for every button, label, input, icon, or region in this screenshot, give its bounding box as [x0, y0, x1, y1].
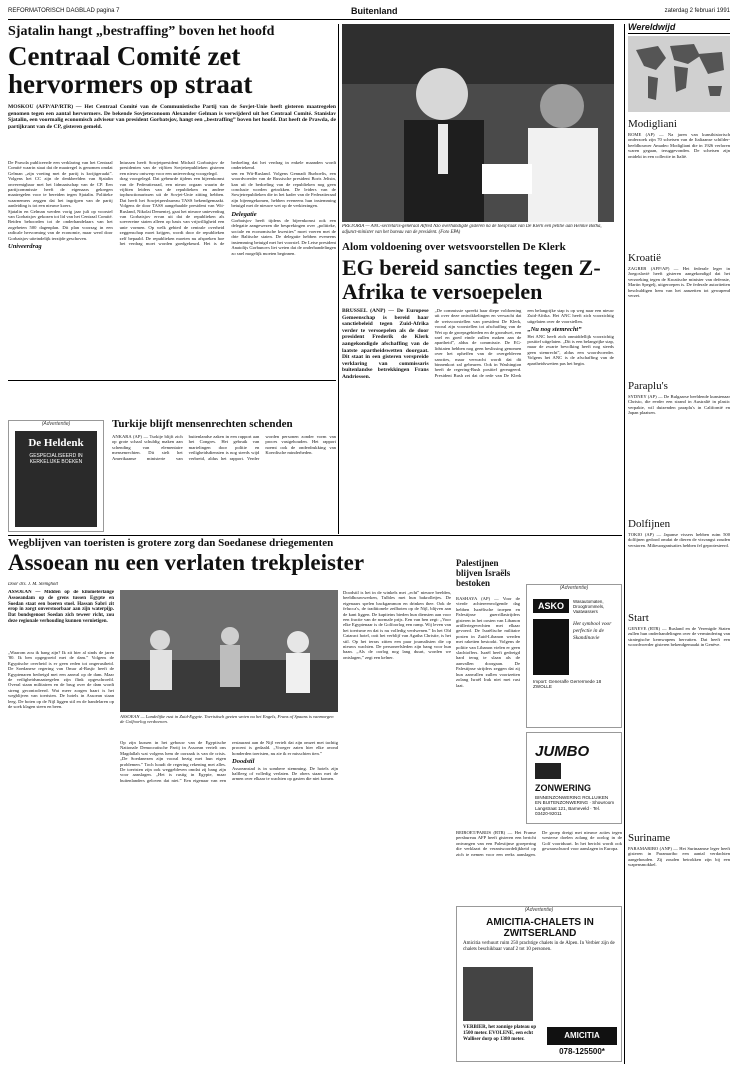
- beiroet-story: BEIROET/PARIJS (RTR) — Het Franse persbureau AFP heeft gisteren een bericht ontvangen van een Palestijnse groepering die verklaart de verantwoordelijkheid op zich te nemen voor een reeks aanslagen. De groep dreigt met nieuwe acties tegen westerse doelen zolang de oorlog in de Golf voortduurt. In het bericht wordt ook gewaarschuwd voor aanslagen in Europa.: [456, 830, 622, 857]
- world-map-icon: [628, 36, 730, 112]
- ad-label: (Advertentie): [559, 585, 589, 591]
- story3-body-2: [120, 740, 338, 1062]
- ww-place-parapluus: Paraplu's: [628, 380, 668, 392]
- jumbo-awning-icon: [535, 763, 561, 779]
- asko-logo: ASKO: [533, 599, 569, 613]
- amicitia-text: Amicitia verhuurt ruim 250 prachtige chalets in de Alpen. In Verbier zijn de chalets beschikbaar vanaf 2 tot 10 personen.: [463, 941, 615, 952]
- divider: [8, 380, 336, 381]
- story3-subhead: Doodstil: [232, 758, 255, 766]
- wereldwijd-title: Wereldwijd: [628, 22, 730, 34]
- masthead: [8, 6, 730, 20]
- ad-label: (Advertentie): [41, 421, 71, 427]
- story2-headline: EG bereid sancties tegen Z-Afrika te versoepelen: [342, 256, 601, 304]
- story1-col2: drag voorgelegd. Dat gebeurde tijdens een bijeenkomst van de Federatieraad, een nieuw orgaan waarin de vijftien leiders van de republieken en andere topfunctionarissen uit de Sovjet-Unie zitting hebben. Dat heeft het Sowjetpersbureau TASS bekendgemaakt. Volgens de door TASS aangehaalde president van Wit-Rusland, Nikolai Dementej, gaat het nieuwe unieverdrag van Gorbatsjov ervan uit dat de republieken als soevereine staten alleen op basis van vrijwilligheid een unie vormen. Op welk gebied de centrale overheid zeggenschap moet krijgen, wordt door de republieken zelf bepaald. De republieken moeten nu afspreken hoe het verdrag moet worden goedgekeurd. Het is de bedoeling dat het verdrag in enkele maanden wordt ondertekend.: [119, 160, 336, 247]
- ww-text-modigliani: ROME (AP) — Na jaren van kunsthistorisch onderzoek zijn 70 schetsen van de Italiaanse schilder-beeldhouwer Amadeo Modigliani die in 1926 verloren waren gegaan, teruggevonden. De schetsen zijn ontdekt in een collectie in Italië.: [628, 132, 730, 159]
- asko-importer: Import: Generalfe Gerrermede 18 ZWOLLE: [533, 679, 602, 689]
- amicitia-title: AMICITIA-CHALETS IN ZWITSERLAND: [486, 917, 594, 939]
- masthead-section: Buitenland: [351, 6, 398, 16]
- ad-jumbo[interactable]: [526, 732, 622, 824]
- palestijnen-headline: Palestijnen blijven Israëls bestoken: [456, 558, 511, 588]
- column-divider: [624, 24, 625, 1064]
- story2-body-2-text: Het ANC heeft zich onmiddellijk voorzichtig positief uitgelaten. „Dit is een belangrijke stap, maar de zwarte bevolking heeft nog steeds geen stemrecht”, aldus een woordvoerder. Volgens het ANC is de afschaffing van de apartheidswetten pas het begin.: [527, 333, 614, 366]
- story3-body-3: Doodstil is het in de winkels met „echt” nieuwe beelden, beeldhouwwerken, Tulbles met hun bakrolletjes. De eigenaars spelen backgammon en drinken thee. Ook de felucca's, de traditionele zeilboten op de Nijl, blijven aan de kant liggen. De kapiteins bieden hun diensten aan voor een fractie van de normale prijs. Een van hen zegt: „Voor elke Egyptenaar is de Golfoorlog een ramp. Wij leven van het toerisme en dat is nu volledig verdwenen.” In het Old Cataract hotel, ooit het verblijf van Agatha Christie, is het stil. Op het terras zitten een paar journalisten die op nieuws wachten. De personeelsleden zijn bang voor hun baan. „Als de oorlog nog lang duurt, worden we ontslagen,” zegt een kelner.: [343, 590, 451, 660]
- ww-place-modigliani: Modigliani: [628, 118, 677, 130]
- story3-body-2-text: Op zijn kussen in het gebouw van de Egyptische Nationale Democratische Partij in Assoean vertelt ons Magdallah wat volgens hem de oorzaak is van de crisis. „De Soedanezen zijn vooral bezig met hun eigen problemen.” Toch houdt de regering rekening met alles. De toeristen zijn ook weggebleven omdat zij bang zijn voor aanslagen. „Het is rustig in Egypte, maar buitenlanders geloven dat niet.” Een eigenaar van een restaurant aan de Nijl vertelt dat zijn omzet met tachtig procent is gedaald. „Vroeger zaten hier elke avond honderden toeristen, nu zie ik er misschien tien.”: [120, 740, 338, 783]
- story2-subhead: „Nu nog stemrecht”: [527, 326, 582, 334]
- amicitia-logo: AMICITIA: [547, 1027, 617, 1045]
- ad-deheldenk-brand: De Heldenk: [28, 437, 84, 449]
- jumbo-details: BINNENZONWERING ROLLUIKEN EN BUITENZONWERING · Showroom Langstraat 121, Barneveld · Tel. 03420-92011: [535, 795, 615, 817]
- assoean-photo-illustration: [120, 590, 338, 712]
- asko-slogan: Het symbool voor perfectie in de Skandinavie: [573, 621, 612, 641]
- story3-byline: Door drs. J. M. Stemgholt: [8, 582, 58, 587]
- ad-deheldenk-panel: [15, 431, 97, 527]
- story1-col1c: Intussen heeft Sowjetpresident Michail Gorbatsjov de presidenten van de vijftien Sovjetrepublieken gisteren een nieuw ontwerp voor een unieverdrag voorgelegd.: [119, 160, 225, 176]
- ww-text-dolfijnen: TOKIO (AP) — Japanse vissers hebben ruim 500 dolfijnen gedood omdat de dieren de visvangst zouden verstoren. Milieuorganisaties hebben fel geprotesteerd.: [628, 532, 730, 548]
- ww-place-suriname: Suriname: [628, 832, 671, 844]
- story3-lead: ASSOEAN — Midden op de kilometerlange Assoeandam op de grens tussen Egypte en Soedan staat een boeren stoel. Hassan Sabri zit erop in zorgt onverstoorbaar aan zijn waterpijp. Dat bondsgenoot Soedan zich teweer richt, zou deze regionale verhouding kunnen vernietigen.: [8, 590, 114, 624]
- asko-products: Wasautomaten, Droogtrommels, Vaatwassers: [573, 599, 605, 614]
- ww-text-parapluus: SYDNEY (AP) — De Bulgaarse beeldende kunstenaar Christo, die eerder een strand in Australië in plastic verpakte, wil duizenden paraplu's in Californië en Japan plaatsen.: [628, 394, 730, 416]
- amicitia-phone: 078-125500*: [559, 1047, 605, 1056]
- pretoria-photo-caption: PRETORIA — ANC-secretaris-generaal Alfred Nzo overhandigde gisteren na de toespraak van De Klerk een petitie aan Hennie Botha, adjunct-minister van het bureau van de president. (Foto EPA): [342, 224, 602, 235]
- masthead-date: zaterdag 2 februari 1991: [664, 8, 730, 14]
- story3-kicker: Wegblijven van toeristen is grotere zorg dan Soedanese driegementen: [8, 537, 334, 549]
- ad-deheldenk-sub: GESPECIALISEERD IN KERKELIJKE BOEKEN: [29, 453, 83, 465]
- story1-col1b: Sjatalin en Gelman werden vorig jaar juli op voorstel van Gorbatsjov gekozen tot lid van het Centraal Comité. Beiden behoorden tot de onderhandelaars van het zogeheten 500 dagenplan. Dit plan voorzag in een radicale hervorming van de economie, maar werd door Gorbatsjov uiteindelijk terzijde geschoven.: [8, 208, 113, 241]
- story3-body-1: „Waarom zou ik bang zijn? Ik zit hier al sinds de jaren '80. Ik ben opgegroeid met de dam.” Volgens de Egyptische overheid is er geen reden tot ongerustheid. De Soedanese regering van Omar al-Basjir heeft de Egyptenaren bedreigd met een aanval op de dam. Maar de veiligheidsmaatregelen zijn flink opgeschroefd. Overal staan militairen en de brug over de dam wordt streng gecontroleerd. Wat meer zorgen baart is het wegblijven van toeristen. De hotels in Assoean staan leeg. De boten op de Nijl liggen stil en de handelaren op de soek klagen steen en been.: [8, 650, 114, 710]
- ww-text-suriname: PARAMARIBO (ANP) — Het Surinaamse leger heeft gisteren in Paramaribo een aantal verdachten aangehouden. Zij zouden betrokken zijn bij een wapensmokkel.: [628, 846, 730, 868]
- story2-kicker: Alom voldoening over wetsvoorstellen De Klerk: [342, 241, 566, 253]
- turkije-headline: Turkije blijft mensenrechten schenden: [112, 418, 293, 430]
- turkije-body: ANKARA (AP) — Turkije blijft zich op grote schaal schuldig maken aan schending van elementaire mensenrechten. Dit stelt het Amerikaanse ministerie van buitenlandse zaken in een rapport aan het Congres. Het gebruik van martelingen door politie en veiligheidsdiensten is nog steeds wijd verbreid, aldus het rapport. Verder worden personen zonder vorm van proces vastgehouden. Het rapport noemt ook de onderdrukking van Koerdische minderheden.: [112, 434, 336, 461]
- assoean-photo: [120, 590, 338, 712]
- story1-kicker: Sjatalin hangt „bestraffing” boven het hoofd: [8, 24, 275, 39]
- amicitia-chalet-photo: [463, 967, 533, 1021]
- story1-col3b: Gorbatsjov heeft tijdens de bijeenkomst ook een delegatie aangewezen die besprekingen over „politieke, sociale en economische kwesties” moet voeren met de drie Baltische staten. De delegatie hebben eveneens instemming betuigd met het voorstel. De Letse president Anatolijs Gorbunovs liet weten dat de onderhandelingen zo snel mogelijk moeten beginnen.: [231, 218, 336, 256]
- story1-subhead-2: Delegatie: [231, 210, 257, 218]
- story2-body-text: „De commissie spreekt haar diepe voldoening uit over deze ontwikkelingen en verwacht dat de wetsvoorstellen van president De Klerk, vooral zijn voorstellen tot afschaffing van de Wet op de groepsgebieden en de grondwet, een snel en goed einde zullen maken aan de apartheid”, aldus de commissie. De EG-lidstaten hebben nog geen beslissing genomen over het opheffen van de overgebleven sancties, maar verwacht wordt dat dit binnenkort zal gebeuren. Ook in Washington heeft de regering-Bush positief gereageerd. President Bush zei dat de rede van De Klerk een belangrijke stap is op weg naar een nieuw Zuid-Afrika. Het ANC heeft zich voorzichtig uitgelaten over de voorstellen.: [434, 308, 614, 378]
- jumbo-logo: JUMBO: [535, 743, 590, 760]
- ad-amicitia[interactable]: [456, 906, 622, 1062]
- divider: [8, 535, 622, 536]
- story3-headline: Assoean nu een verlaten trekpleister: [8, 551, 365, 575]
- masthead-paper-name: REFORMATORISCH DAGBLAD pagina 7: [8, 8, 120, 14]
- assoean-photo-caption: ASSOEAN — Landelijke rust in Zuid-Egypte. Toeristisch gezien weten nu het Engels, Frans of Spaans is vanmorgen de Golfoorlog verdwenen.: [120, 714, 334, 725]
- story1-col1: De Prawda publiceerde een verklaring van het Centraal Comité waarin staat dat de maatregel is genomen omdat Gelman „zijn voeting met de partij is kwijtgeraakt”. Volgens het CC zijn de denkbeelden van Sjatalin onverenigbaar met het lidmaatschap van de CP. Een partijcommissie heeft de eigenaars gekregen maatregelen voor te bereiden tegen Sjatalin. Politieke waarnemers zeggen dat het ingrijpen van de partij aanleiding is tot een nieuwe koers.: [8, 160, 113, 209]
- story1-subhead-1: Univeerdrag: [8, 243, 42, 251]
- story1-lead: MOSKOU (AFP/AP/RTR) — Het Centraal Comité van de Communistische Partij van de Sovjet-Unie heeft gisteren maatregelen genomen tegen een aantal hervormers. De bekende Sovjeteconoom Alexander Gelman is verwijderd uit het Centraal Comité. Stanislav Sjatalin, een voormalig economisch adviseur van president Gorbatsjov, hangt een „bestraffing” boven het hoofd. Dat heeft de Prawda, de partijkrant van de CP, gisteren gemeld.: [8, 104, 336, 130]
- ad-asko[interactable]: [526, 584, 622, 728]
- story1-body: [8, 160, 336, 374]
- pretoria-photo-illustration: [342, 24, 614, 222]
- asko-mark-icon: [533, 619, 569, 675]
- story3-body-2b-text: Assoeanstad is in sombere stemming. De hotels zijn halfleeg of volledig verlaten. De obers staan met de armen over elkaar te wachten op gasten die niet komen.: [232, 765, 338, 782]
- ww-place-kroatie: Kroatië: [628, 252, 661, 264]
- ww-place-start: Start: [628, 612, 649, 624]
- ww-text-kroatie: ZAGREB (AFP/AP) — Het federale leger in Joegoslavië heeft gisteren aangekondigd dat het verzoeking tegen de Kroatische minister van defensie, Martin Spegelj, uitgeroepen is. De federale autoriteiten beschuldigen hem van het aanzetten tot gewapend verzet.: [628, 266, 730, 299]
- ad-deheldenk[interactable]: [8, 420, 104, 532]
- ww-text-start: GENEVE (RTR) — Rusland en de Verenigde Staten zullen hun onderhandelingen over de vermindering van strategische kernwapens hervatten. Dat heeft een woordvoerder gisteren bekendgemaakt in Genève.: [628, 626, 730, 648]
- world-map: [628, 36, 730, 112]
- story2-lead: BRUSSEL (ANP) — De Europese Gemeenschap is bereid haar sanctiebeleid tegen Zuid-Afrika verder te versoepelen als de door president Frederik de Klerk aangekondigde afschaffing van de laatste apartheidswetten doorgaat. Dit staat in een gisteren verspreide verklaring van commissaris buitenlandse betrekkingen Frans Andriessen.: [342, 308, 429, 380]
- amicitia-offer: VERBIER, het zonnige plateau op 1500 meter. EVOLENE, een echt Walliser dorp op 1380 meter.: [463, 1025, 537, 1042]
- story1-col3: sen en Wit-Rusland. Volgens Gennadi Burboelis, een woordvoerder van de Russische president Boris Jeltsin, kan uit de bedoeling van de republieken nog geen conclusie worden getrokken. De leiders van de Sowjetrepublieken die in het kader van de Federatieraad zijn bijeengekomen, hebben eveneens hun instemming betuigd met de nieuwe wet op de verkiezingen.: [231, 170, 336, 209]
- story2-body: [342, 308, 614, 514]
- ad-label: (Advertentie): [524, 907, 554, 913]
- column-divider: [338, 24, 339, 534]
- palestijnen-body: RASHAYA (AP) — Voor de vierde achtereenvolgende dag hebben Israëlische troepen en Palestijnse guerrillastrijders gisteren in het oosten van Libanon artilleriegevechten met elkaar gevoerd. De Israëlische militaire posten in Zuid-Libanon werden met raketten bestookt. Volgens de politie van Libanon vielen er geen slachtoffers. Israël heeft gedreigd hard terug te slaan als de aanvallen doorgaan. De Palestijnse strijders zeggen dat zij hun aanvallen zullen voortzetten zolang Israël Irak niet met rust laat.: [456, 596, 520, 688]
- ww-place-dolfijnen: Dolfijnen: [628, 518, 671, 530]
- pretoria-photo: [342, 24, 614, 222]
- jumbo-title: ZONWERING: [535, 783, 591, 793]
- story1-headline: Centraal Comité zet hervormers op straat: [8, 42, 253, 98]
